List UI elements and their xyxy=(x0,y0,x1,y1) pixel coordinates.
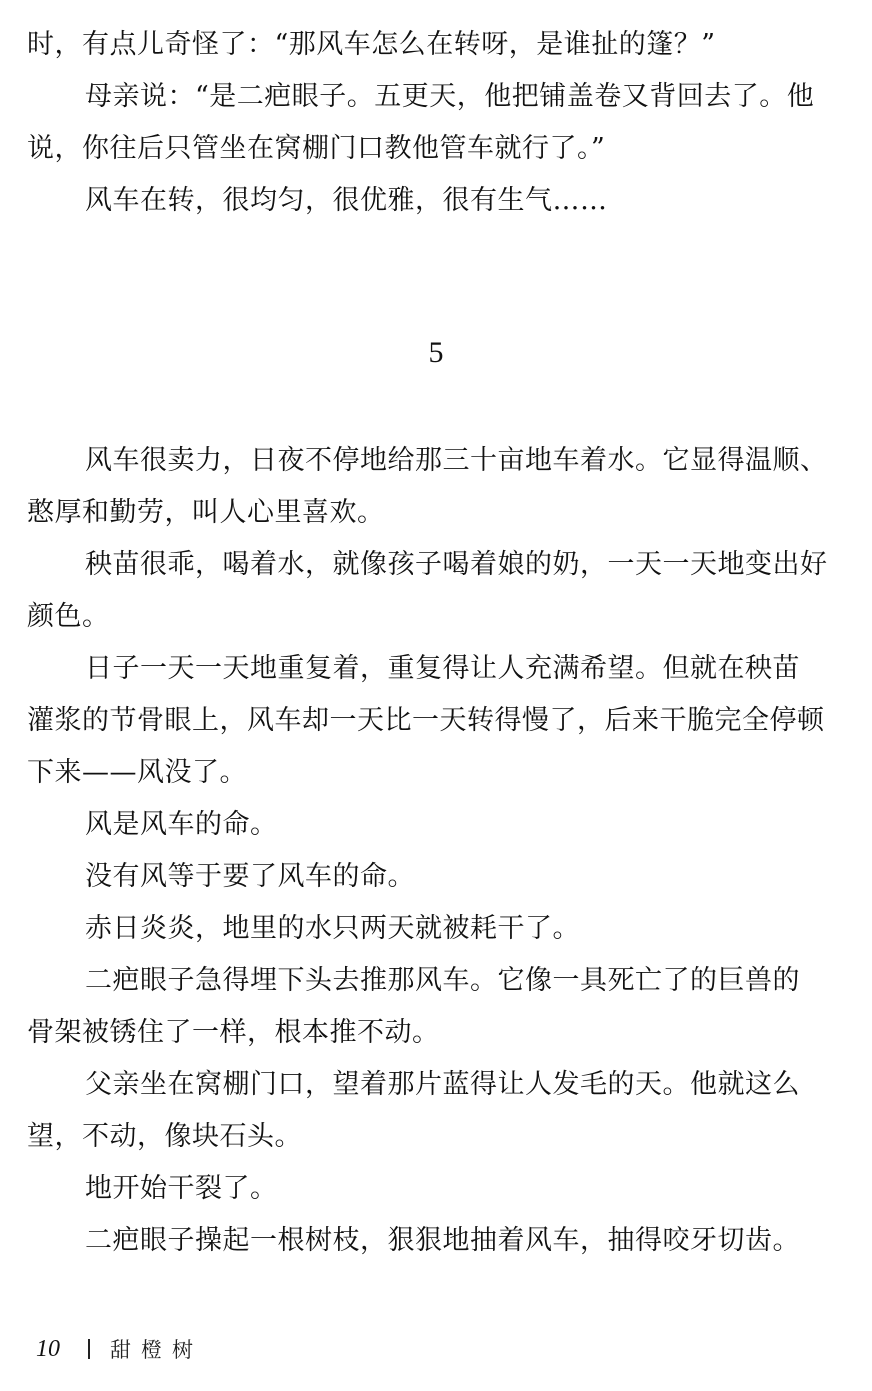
text-line: 骨架被锈住了一样，根本推不动。 xyxy=(27,1017,440,1048)
text-line: 赤日炎炎，地里的水只两天就被耗干了。 xyxy=(85,913,580,944)
page-number: 10 xyxy=(36,1335,60,1362)
text-line: 下来——风没了。 xyxy=(27,757,247,788)
text-line: 二疤眼子急得埋下头去推那风车。它像一具死亡了的巨兽的 xyxy=(85,965,800,996)
text-line: 风是风车的命。 xyxy=(85,809,278,840)
text-line: 二疤眼子操起一根树枝，狠狠地抽着风车，抽得咬牙切齿。 xyxy=(85,1225,800,1256)
text-line: 没有风等于要了风车的命。 xyxy=(85,861,415,892)
chapter-number: 5 xyxy=(428,336,444,369)
text-line: 时，有点儿奇怪了：“那风车怎么在转呀，是谁扯的篷？” xyxy=(27,29,716,60)
text-line: 憨厚和勤劳，叫人心里喜欢。 xyxy=(27,497,385,528)
page-footer xyxy=(36,1334,203,1364)
text-line: 说，你往后只管坐在窝棚门口教他管车就行了。” xyxy=(27,133,606,164)
text-line: 地开始干裂了。 xyxy=(85,1173,278,1204)
text-line: 父亲坐在窝棚门口，望着那片蓝得让人发毛的天。他就这么 xyxy=(85,1069,800,1100)
book-title: 甜橙树 xyxy=(110,1338,203,1362)
text-line: 风车很卖力，日夜不停地给那三十亩地车着水。它显得温顺、 xyxy=(85,445,828,476)
text-line: 颜色。 xyxy=(27,601,110,632)
text-line: 灌浆的节骨眼上，风车却一天比一天转得慢了，后来干脆完全停顿 xyxy=(27,705,825,736)
footer-separator xyxy=(88,1339,90,1359)
text-line: 秧苗很乖，喝着水，就像孩子喝着娘的奶，一天一天地变出好 xyxy=(85,549,828,580)
text-line: 风车在转，很均匀，很优雅，很有生气…… xyxy=(85,185,608,216)
text-line: 母亲说：“是二疤眼子。五更天，他把铺盖卷又背回去了。他 xyxy=(85,81,815,112)
text-line: 望，不动，像块石头。 xyxy=(27,1121,302,1152)
text-line: 日子一天一天地重复着，重复得让人充满希望。但就在秧苗 xyxy=(85,653,800,684)
